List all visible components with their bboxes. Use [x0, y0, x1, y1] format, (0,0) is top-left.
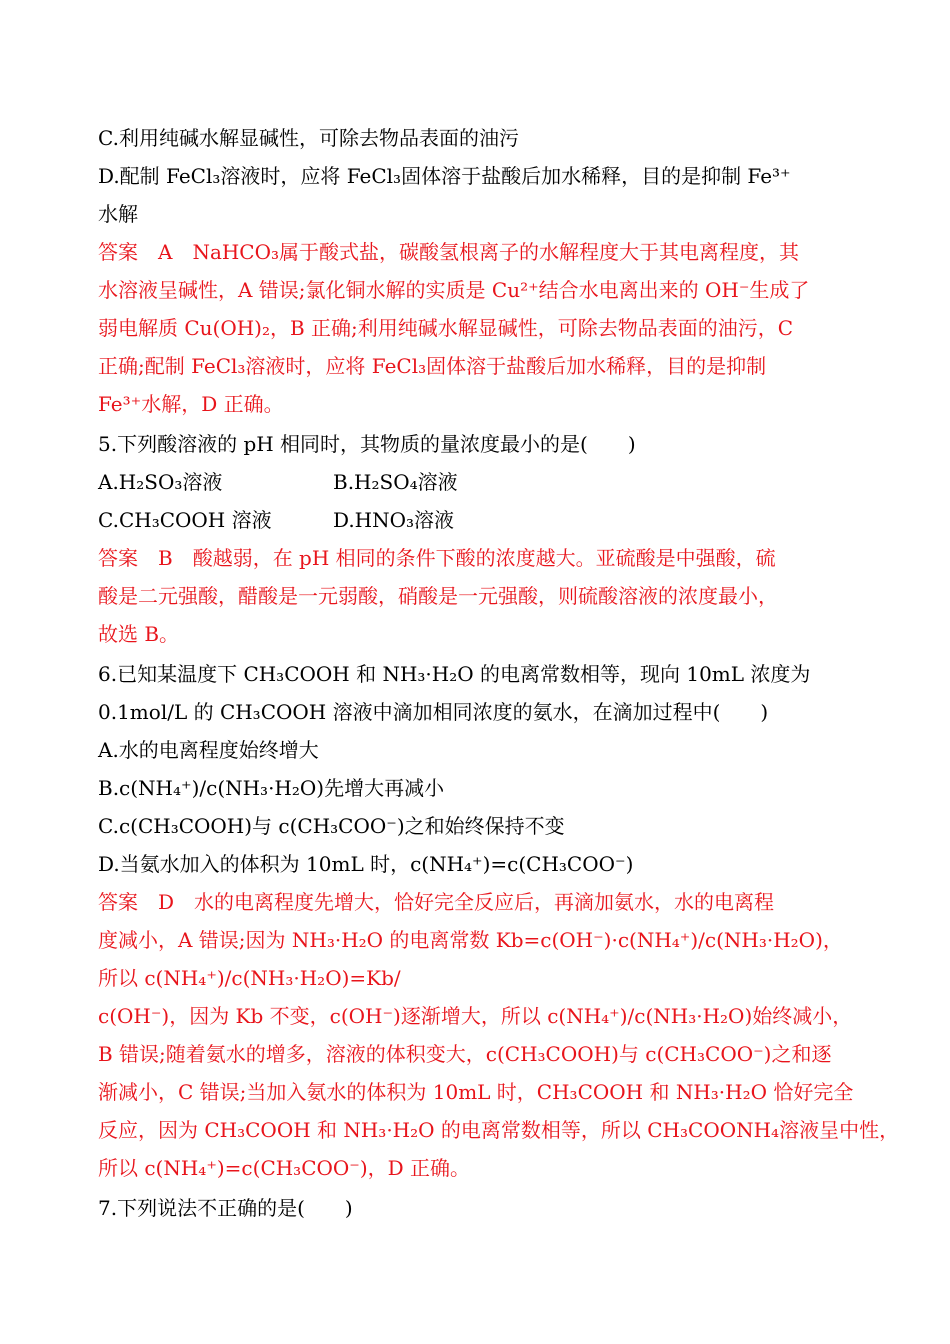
q4-answer-line: 弱电解质 Cu(OH)₂，B 正确;利用纯碱水解显碱性，可除去物品表面的油污，C: [98, 316, 794, 340]
q6-option-a: A.水的电离程度始终增大: [98, 738, 319, 762]
q7-stem: 7.下列说法不正确的是( ): [98, 1196, 353, 1220]
q5-options-row-1: [98, 468, 858, 496]
q5-option-a: A.H₂SO₃溶液: [98, 470, 223, 494]
q4-option-c: C.利用纯碱水解显碱性，可除去物品表面的油污: [98, 126, 519, 150]
q6-option-d: D.当氨水加入的体积为 10mL 时，c(NH₄⁺)=c(CH₃COO⁻): [98, 852, 634, 876]
q6-answer-line: 答案 D 水的电离程度先增大，恰好完全反应后，再滴加氨水，水的电离程: [98, 890, 775, 914]
q5-answer-line: 答案 B 酸越弱，在 pH 相同的条件下酸的浓度越大。亚硫酸是中强酸，硫: [98, 546, 776, 570]
q4-answer-line: 正确;配制 FeCl₃溶液时，应将 FeCl₃固体溶于盐酸后加水稀释，目的是抑制: [98, 354, 767, 378]
q4-option-d: D.配制 FeCl₃溶液时，应将 FeCl₃固体溶于盐酸后加水稀释，目的是抑制 Fe³⁺: [98, 164, 791, 188]
q4-answer-line: 答案 A NaHCO₃属于酸式盐，碳酸氢根离子的水解程度大于其电离程度，其: [98, 240, 800, 264]
q6-answer-line: 反应，因为 CH₃COOH 和 NH₃·H₂O 的电离常数相等，所以 CH₃COONH₄溶液呈中性，: [98, 1118, 900, 1142]
q5-answer-line: 故选 B。: [98, 622, 180, 646]
q6-option-c: C.c(CH₃COOH)与 c(CH₃COO⁻)之和始终保持不变: [98, 814, 565, 838]
q6-answer-line: 所以 c(NH₄⁺)/c(NH₃·H₂O)=Kb/: [98, 966, 401, 990]
q6-answer-line: 渐减小，C 错误;当加入氨水的体积为 10mL 时，CH₃COOH 和 NH₃·H₂O 恰好完全: [98, 1080, 854, 1104]
q6-answer-line: 所以 c(NH₄⁺)=c(CH₃COO⁻)，D 正确。: [98, 1156, 471, 1180]
q6-stem: 6.已知某温度下 CH₃COOH 和 NH₃·H₂O 的电离常数相等，现向 10mL 浓度为: [98, 662, 811, 686]
q4-option-d-continued: 水解: [98, 202, 138, 226]
q4-answer-line: Fe³⁺水解，D 正确。: [98, 392, 284, 416]
q4-answer-line: 水溶液呈碱性，A 错误;氯化铜水解的实质是 Cu²⁺结合水电离出来的 OH⁻生成了: [98, 278, 810, 302]
q5-options-row-2: [98, 506, 858, 534]
q6-stem-continued: 0.1mol/L 的 CH₃COOH 溶液中滴加相同浓度的氨水，在滴加过程中( ): [98, 700, 769, 724]
q6-option-b: B.c(NH₄⁺)/c(NH₃·H₂O)先增大再减小: [98, 776, 445, 800]
q6-answer-line: 度减小，A 错误;因为 NH₃·H₂O 的电离常数 Kb=c(OH⁻)·c(NH₄⁺)/c(NH₃·H₂O)，: [98, 928, 843, 952]
q5-option-d: D.HNO₃溶液: [333, 508, 455, 532]
q5-answer-line: 酸是二元强酸，醋酸是一元弱酸，硝酸是一元强酸，则硫酸溶液的浓度最小，: [98, 584, 778, 608]
q6-answer-line: c(OH⁻)，因为 Kb 不变，c(OH⁻)逐渐增大，所以 c(NH₄⁺)/c(NH₃·H₂O)始终减小，: [98, 1004, 853, 1028]
q5-option-b: B.H₂SO₄溶液: [333, 470, 458, 494]
q5-option-c: C.CH₃COOH 溶液: [98, 508, 272, 532]
q6-answer-line: B 错误;随着氨水的增多，溶液的体积变大，c(CH₃COOH)与 c(CH₃COO⁻)之和逐: [98, 1042, 832, 1066]
q5-stem: 5.下列酸溶液的 pH 相同时，其物质的量浓度最小的是( ): [98, 432, 636, 456]
